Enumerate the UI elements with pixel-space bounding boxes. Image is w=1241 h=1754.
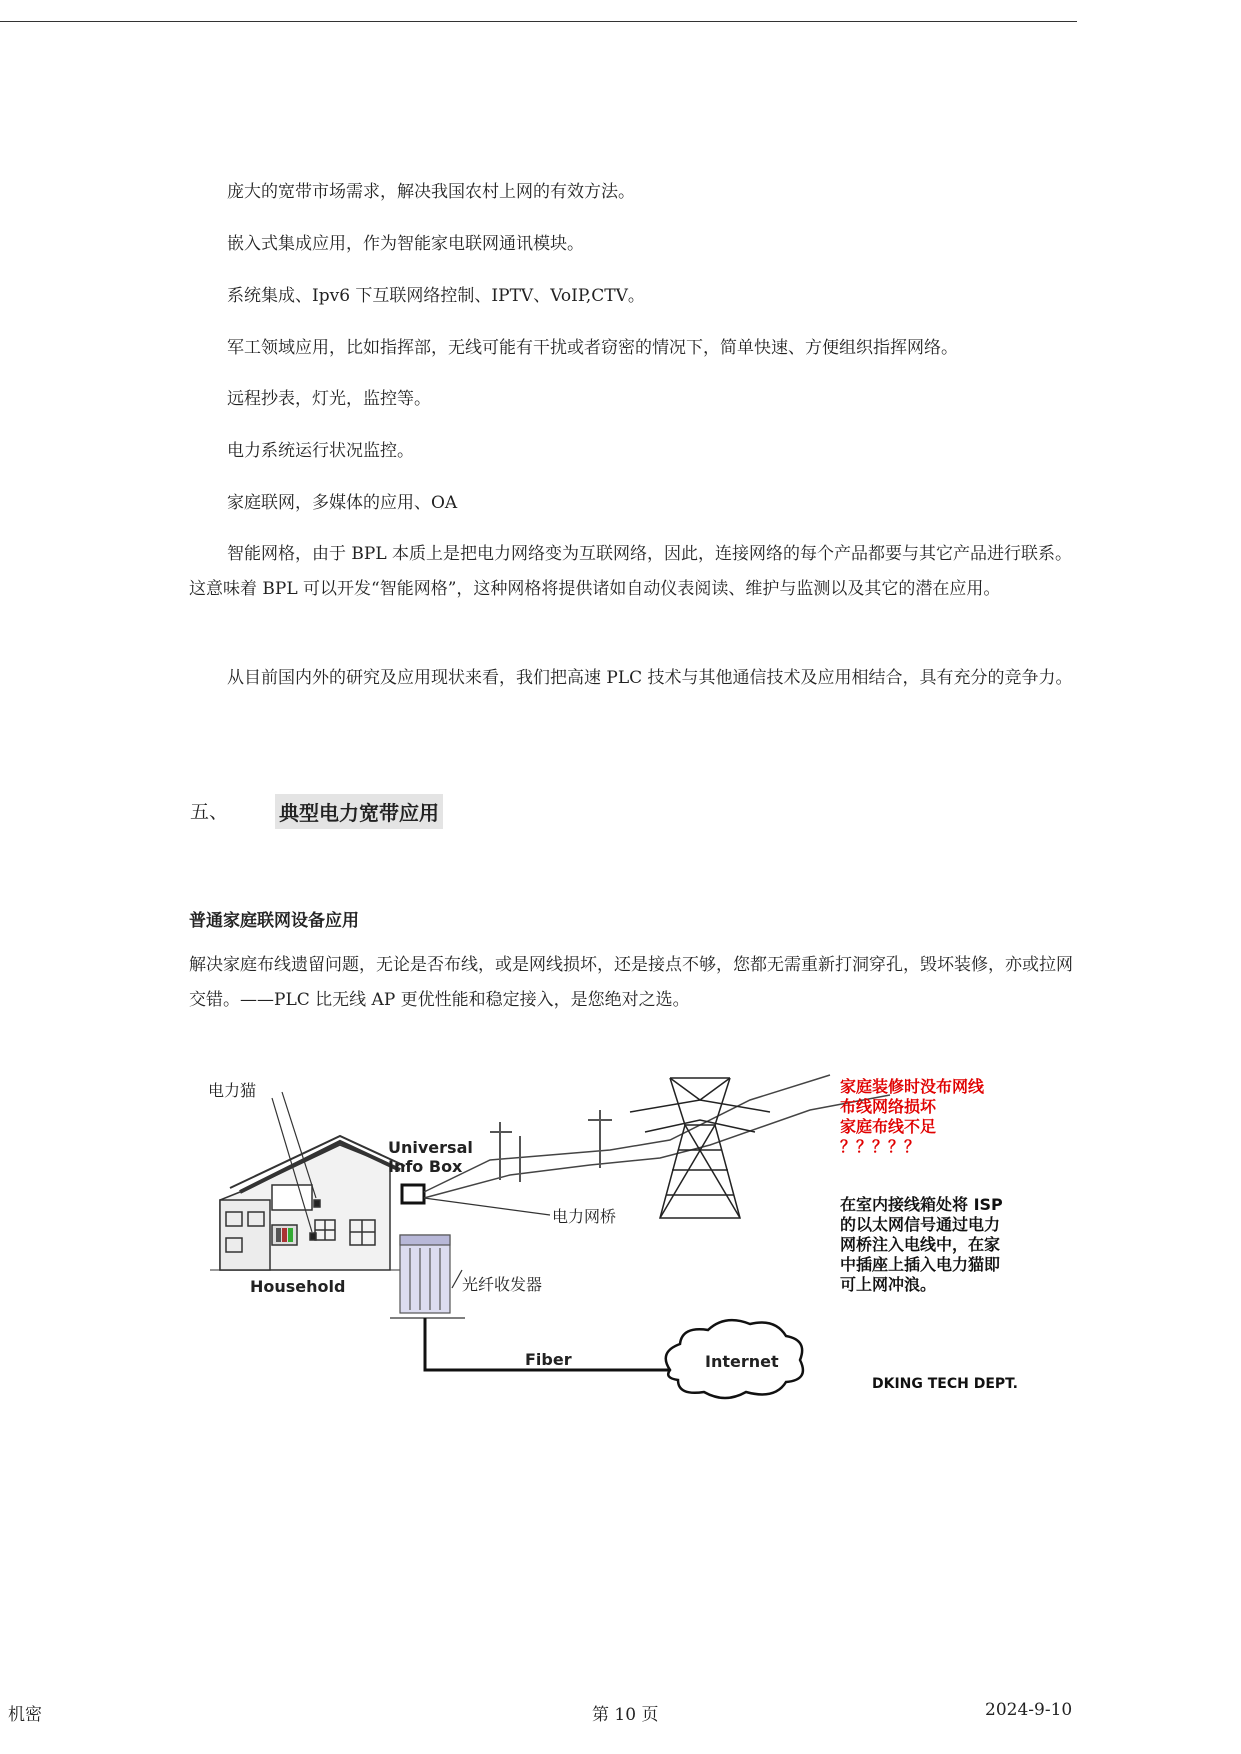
label-fiber: Fiber — [525, 1350, 572, 1369]
utility-poles — [490, 1110, 612, 1182]
note-line-5: 可上网冲浪。 — [840, 1275, 937, 1294]
section-title: 典型电力宽带应用 — [275, 794, 443, 829]
footer-page-number: 第 10 页 — [592, 1705, 659, 1725]
diagram-svg — [190, 1070, 1080, 1420]
subsection-body: 解决家庭布线遗留问题，无论是否布线，或是网线损坏，还是接点不够，您都无需重新打洞穿孔，毁坏装修，亦或拉网交错。——PLC 比无线 AP 更优性能和稳定接入，是您绝对之选。 — [189, 955, 1073, 1010]
footer-date: 2024-9-10 — [985, 1700, 1073, 1720]
power-line-lower — [424, 1095, 890, 1198]
label-internet: Internet — [705, 1352, 779, 1371]
label-bridge: 电力网桥 — [552, 1207, 617, 1226]
label-universal-line-1: Universal — [388, 1138, 473, 1157]
label-modem: 电力猫 — [208, 1081, 257, 1100]
transceiver-pointer-line — [452, 1270, 462, 1288]
header-rule — [0, 21, 1077, 22]
paragraph-2: 嵌入式集成应用，作为智能家电联网通讯模块。 — [227, 234, 584, 254]
fiber-transceiver-rack — [390, 1235, 465, 1318]
red-line-3: 家庭布线不足 — [840, 1117, 937, 1136]
paragraph-5: 远程抄表，灯光，监控等。 — [227, 389, 431, 409]
paragraph-9: 从目前国内外的研究及应用现状来看，我们把高速 PLC 技术与其他通信技术及应用相结合，具有充分的竞争力。 — [227, 668, 1073, 688]
note-line-2: 的以太网信号通过电力 — [840, 1215, 1001, 1234]
credit-text: DKING TECH DEPT. — [872, 1376, 1018, 1392]
footer-confidential: 机密 — [8, 1705, 42, 1725]
paragraph-6: 电力系统运行状况监控。 — [227, 441, 414, 461]
bridge-pointer-line — [424, 1198, 550, 1215]
paragraph-4: 军工领域应用，比如指挥部，无线可能有干扰或者窃密的情况下，简单快速、方便组织指挥网络。 — [227, 338, 958, 358]
info-box-icon — [402, 1185, 424, 1203]
network-diagram — [190, 1070, 1080, 1420]
red-line-4: ？？？？？ — [840, 1137, 921, 1156]
paragraph-3: 系统集成、Ipv6 下互联网络控制、IPTV、VoIP,CTV。 — [227, 286, 645, 306]
paragraph-7: 家庭联网，多媒体的应用、OA — [227, 493, 458, 513]
note-line-4: 中插座上插入电力猫即 — [840, 1255, 1001, 1274]
house-illustration — [210, 1136, 405, 1270]
note-line-3: 网桥注入电线中，在家 — [840, 1235, 1001, 1254]
power-line-upper — [424, 1075, 830, 1192]
paragraph-1: 庞大的宽带市场需求，解决我国农村上网的有效方法。 — [227, 182, 635, 202]
label-household: Household — [250, 1277, 346, 1296]
paragraph-8: 智能网格，由于 BPL 本质上是把电力网络变为互联网络，因此，连接网络的每个产品都要与其它产品进行联系。这意味着 BPL 可以开发“智能网格”，这种网格将提供诸如自动仪表阅读、维护与监测以及其它的潜在应用。 — [189, 544, 1073, 599]
label-transceiver: 光纤收发器 — [462, 1275, 543, 1294]
note-line-1: 在室内接线箱处将 ISP — [840, 1195, 1003, 1214]
red-line-1: 家庭装修时没布网线 — [840, 1077, 985, 1096]
section-number: 五、 — [190, 801, 229, 823]
subsection-title: 普通家庭联网设备应用 — [189, 911, 359, 931]
red-line-2: 布线网络损坏 — [840, 1097, 937, 1116]
label-universal-line-2: Info Box — [388, 1157, 463, 1176]
